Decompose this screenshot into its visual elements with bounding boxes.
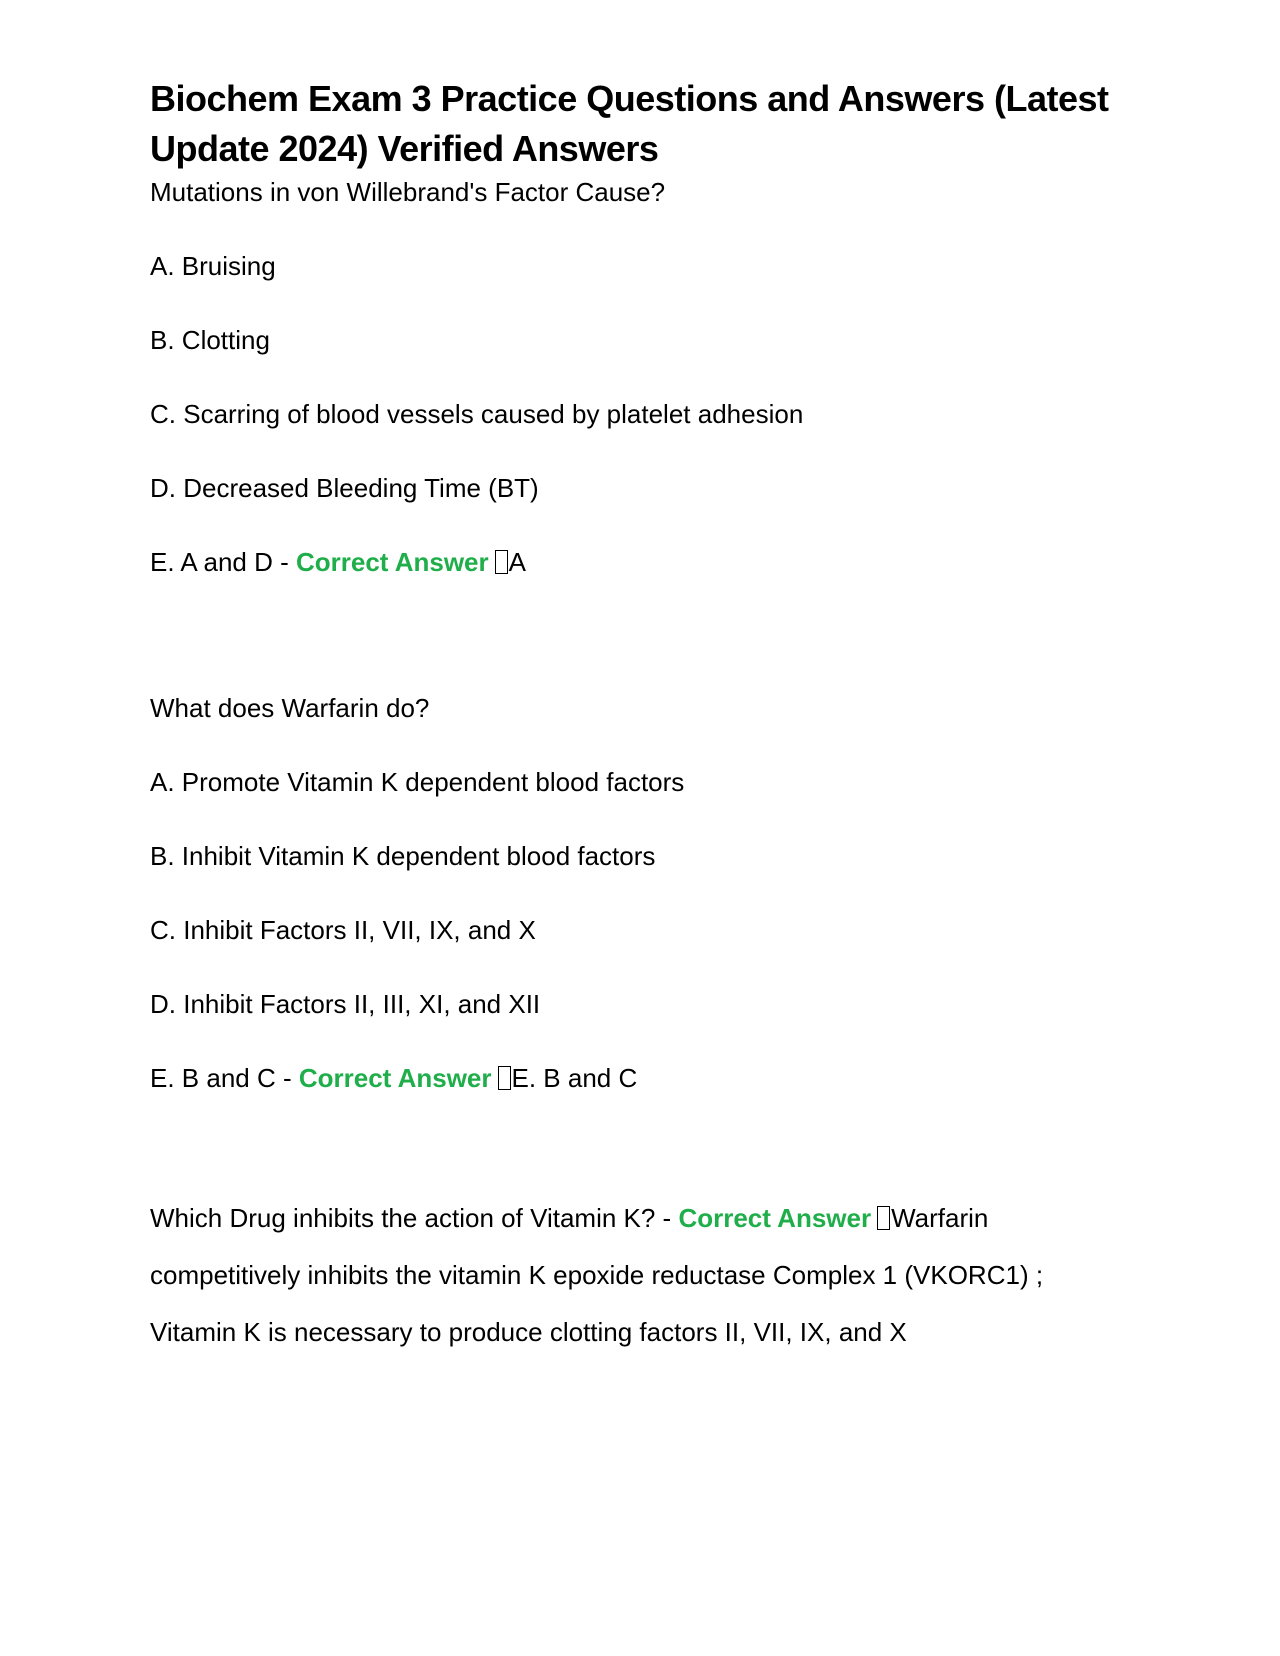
correct-answer-text: A: [508, 547, 526, 577]
document-title: [150, 74, 1150, 174]
option-d: D. Decreased Bleeding Time (BT): [150, 473, 539, 503]
correct-answer-text: E. B and C: [511, 1063, 638, 1093]
missing-glyph-icon: [495, 550, 508, 574]
missing-glyph-icon: [498, 1066, 511, 1090]
correct-answer-label: Correct Answer: [295, 547, 489, 577]
option-b: B. Inhibit Vitamin K dependent blood factors: [150, 841, 656, 871]
question-text: Mutations in von Willebrand's Factor Cause?: [150, 177, 666, 207]
question-text: What does Warfarin do?: [150, 693, 430, 723]
option-c: C. Inhibit Factors II, VII, IX, and X: [150, 915, 536, 945]
option-e: E. A and D -: [150, 547, 296, 577]
question-text: Which Drug inhibits the action of Vitamin K? -: [150, 1203, 679, 1233]
option-a: A. Bruising: [150, 251, 276, 281]
option-e-with-answer: [150, 1060, 1150, 1096]
option-d: D. Inhibit Factors II, III, XI, and XII: [150, 989, 541, 1019]
correct-answer-label: Correct Answer: [678, 1203, 872, 1233]
option-e-with-answer: [150, 544, 1150, 580]
correct-answer-text: Warfarin: [891, 1203, 989, 1233]
option-b: B. Clotting: [150, 325, 270, 355]
option-a: A. Promote Vitamin K dependent blood factors: [150, 767, 685, 797]
option-c: C. Scarring of blood vessels caused by platelet adhesion: [150, 399, 804, 429]
question-block-2: [150, 690, 1150, 1096]
option-e: E. B and C -: [150, 1063, 299, 1093]
question-with-answer: [150, 1190, 1150, 1247]
question-block-3: [150, 1190, 1150, 1361]
correct-answer-label: Correct Answer: [298, 1063, 492, 1093]
title-line-1: Biochem Exam 3 Practice Questions and Answers (Latest: [150, 78, 1109, 119]
document-page: [150, 74, 1150, 1361]
answer-line-2: competitively inhibits the vitamin K epoxide reductase Complex 1 (VKORC1) ;: [150, 1260, 1044, 1290]
answer-line-3: Vitamin K is necessary to produce clotting factors II, VII, IX, and X: [150, 1317, 907, 1347]
question-block-1: [150, 174, 1150, 580]
missing-glyph-icon: [877, 1206, 890, 1230]
title-line-2: Update 2024) Verified Answers: [150, 128, 659, 169]
